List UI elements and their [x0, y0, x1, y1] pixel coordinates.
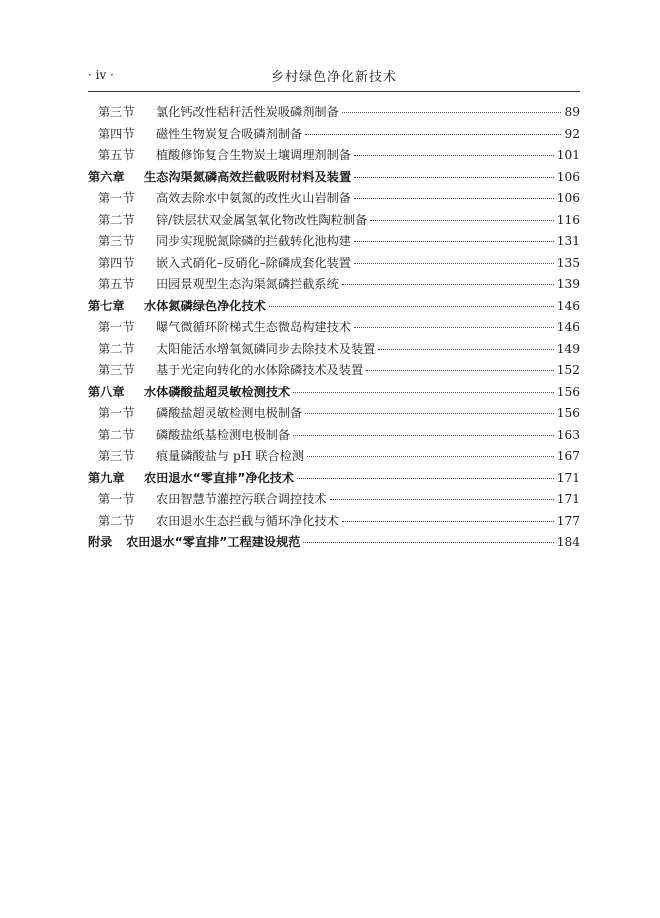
toc-entry-label: 第一节: [98, 492, 135, 506]
toc-section-entry[interactable]: [88, 318, 580, 340]
toc-entry-label: 第二节: [98, 212, 135, 227]
toc-section-entry[interactable]: [88, 490, 580, 512]
toc-entry-page-number: 163: [556, 427, 580, 442]
toc-entry-page-number: 89: [564, 105, 580, 119]
toc-entry-title: 锌/铁层状双金属氢氧化物改性陶粒制备: [156, 212, 368, 227]
toc-chapter-entry[interactable]: [88, 469, 580, 491]
toc-section-entry[interactable]: [88, 146, 580, 168]
toc-entry-page-number: 131: [556, 234, 580, 248]
toc-entry-label: 第三节: [98, 449, 135, 463]
page-number: · iv ·: [88, 68, 114, 82]
toc-section-entry[interactable]: [88, 232, 580, 254]
toc-entry-title: 痕量磷酸盐与 pH 联合检测: [156, 449, 305, 463]
dot-leader: [378, 349, 553, 350]
dot-leader: [293, 392, 553, 393]
dot-leader: [305, 134, 561, 135]
toc-entry-title: 磁性生物炭复合吸磷剂制备: [156, 126, 303, 141]
toc-section-entry[interactable]: [88, 103, 580, 125]
page-header: [88, 66, 580, 88]
toc-entry-page-number: 139: [556, 277, 580, 291]
toc-entry-label: 第二节: [98, 513, 135, 528]
toc-entry-label: 第一节: [98, 320, 135, 334]
toc-entry-label: 第九章: [88, 470, 125, 485]
dot-leader: [269, 306, 554, 307]
toc-entry-label: 第五节: [98, 148, 135, 162]
toc-section-entry[interactable]: [88, 189, 580, 211]
dot-leader: [342, 284, 554, 285]
dot-leader: [354, 327, 554, 328]
toc-entry-title: 太阳能活水增氧氮磷同步去除技术及装置: [156, 341, 376, 356]
toc-entry-page-number: 101: [556, 148, 580, 162]
toc-entry-label: 第一节: [98, 191, 135, 205]
toc-entry-title: 生态沟渠氮磷高效拦截吸附材料及装置: [144, 169, 352, 184]
dot-leader: [307, 456, 554, 457]
toc-entry-page-number: 149: [556, 341, 580, 356]
toc-entry-label: 第三节: [98, 234, 135, 248]
toc-section-entry[interactable]: [88, 512, 580, 534]
toc-entry-title: 嵌入式硝化–反硝化–除磷成套化装置: [156, 255, 351, 270]
dot-leader: [370, 220, 553, 221]
dot-leader: [354, 177, 554, 178]
toc-section-entry[interactable]: [88, 125, 580, 147]
toc-entry-label: 附录: [88, 535, 113, 549]
toc-appendix-entry[interactable]: [88, 533, 580, 555]
toc-entry-page-number: 146: [556, 320, 580, 334]
toc-entry-label: 第七章: [88, 298, 125, 313]
toc-chapter-entry[interactable]: [88, 297, 580, 319]
toc-entry-page-number: 106: [556, 169, 580, 184]
toc-entry-title: 磷酸盐纸基检测电极制备: [156, 427, 291, 442]
dot-leader: [354, 198, 554, 199]
toc-section-entry[interactable]: [88, 426, 580, 448]
toc-entry-page-number: 146: [556, 298, 580, 313]
toc-entry-title: 田园景观型生态沟渠氮磷拦截系统: [156, 277, 339, 291]
toc-entry-title: 农田退水“零直排”净化技术: [144, 470, 295, 485]
toc-section-entry[interactable]: [88, 361, 580, 383]
toc-entry-page-number: 156: [556, 406, 580, 420]
toc-entry-title: 农田退水“零直排”工程建设规范: [126, 535, 301, 549]
header-rule: [88, 91, 580, 92]
dot-leader: [330, 499, 554, 500]
toc-entry-title: 农田退水生态拦截与循环净化技术: [156, 513, 339, 528]
toc-entry-page-number: 135: [556, 255, 580, 270]
toc-entry-label: 第四节: [98, 126, 135, 141]
toc-entry-label: 第一节: [98, 406, 135, 420]
toc-entry-title: 氯化钙改性秸秆活性炭吸磷剂制备: [156, 105, 339, 119]
toc-entry-page-number: 92: [564, 126, 580, 141]
toc-entry-title: 基于光定向转化的水体除磷技术及装置: [156, 363, 364, 377]
toc-entry-label: 第三节: [98, 363, 135, 377]
toc-entry-page-number: 116: [556, 212, 580, 227]
toc-entry-title: 农田智慧节灌控污联合调控技术: [156, 492, 327, 506]
toc-section-entry[interactable]: [88, 211, 580, 233]
dot-leader: [303, 542, 553, 543]
toc-entry-label: 第二节: [98, 427, 135, 442]
toc-entry-page-number: 156: [556, 384, 580, 399]
toc-entry-page-number: 152: [556, 363, 580, 377]
toc-entry-label: 第八章: [88, 384, 125, 399]
dot-leader: [342, 521, 554, 522]
toc-entry-label: 第二节: [98, 341, 135, 356]
dot-leader: [305, 413, 553, 414]
toc-entry-label: 第三节: [98, 105, 135, 119]
dot-leader: [354, 155, 554, 156]
toc-entry-label: 第四节: [98, 255, 135, 270]
toc-entry-page-number: 167: [556, 449, 580, 463]
toc-chapter-entry[interactable]: [88, 168, 580, 190]
dot-leader: [366, 370, 554, 371]
toc-entry-page-number: 106: [556, 191, 580, 205]
dot-leader: [297, 478, 554, 479]
toc-entry-label: 第五节: [98, 277, 135, 291]
dot-leader: [293, 435, 554, 436]
toc-entry-title: 同步实现脱氮除磷的拦截转化池构建: [156, 234, 351, 248]
toc-entry-title: 高效去除水中氨氮的改性火山岩制备: [156, 191, 351, 205]
toc-entry-page-number: 184: [556, 535, 580, 549]
toc-entry-page-number: 171: [556, 492, 580, 506]
table-of-contents: [88, 103, 580, 555]
toc-entry-title: 磷酸盐超灵敏检测电极制备: [156, 406, 303, 420]
toc-section-entry[interactable]: [88, 340, 580, 362]
toc-section-entry[interactable]: [88, 447, 580, 469]
toc-entry-title: 曝气微循环阶梯式生态微岛构建技术: [156, 320, 351, 334]
dot-leader: [354, 263, 554, 264]
toc-entry-title: 水体磷酸盐超灵敏检测技术: [144, 384, 291, 399]
toc-section-entry[interactable]: [88, 275, 580, 297]
dot-leader: [342, 112, 562, 113]
toc-section-entry[interactable]: [88, 404, 580, 426]
toc-entry-title: 植酸修饰复合生物炭土壤调理剂制备: [156, 148, 351, 162]
toc-section-entry[interactable]: [88, 254, 580, 276]
toc-entry-page-number: 171: [556, 470, 580, 485]
running-title: 乡村绿色净化新技术: [270, 70, 397, 85]
toc-entry-label: 第六章: [88, 169, 125, 184]
toc-entry-title: 水体氮磷绿色净化技术: [144, 298, 266, 313]
dot-leader: [354, 241, 554, 242]
toc-entry-page-number: 177: [556, 513, 580, 528]
toc-chapter-entry[interactable]: [88, 383, 580, 405]
